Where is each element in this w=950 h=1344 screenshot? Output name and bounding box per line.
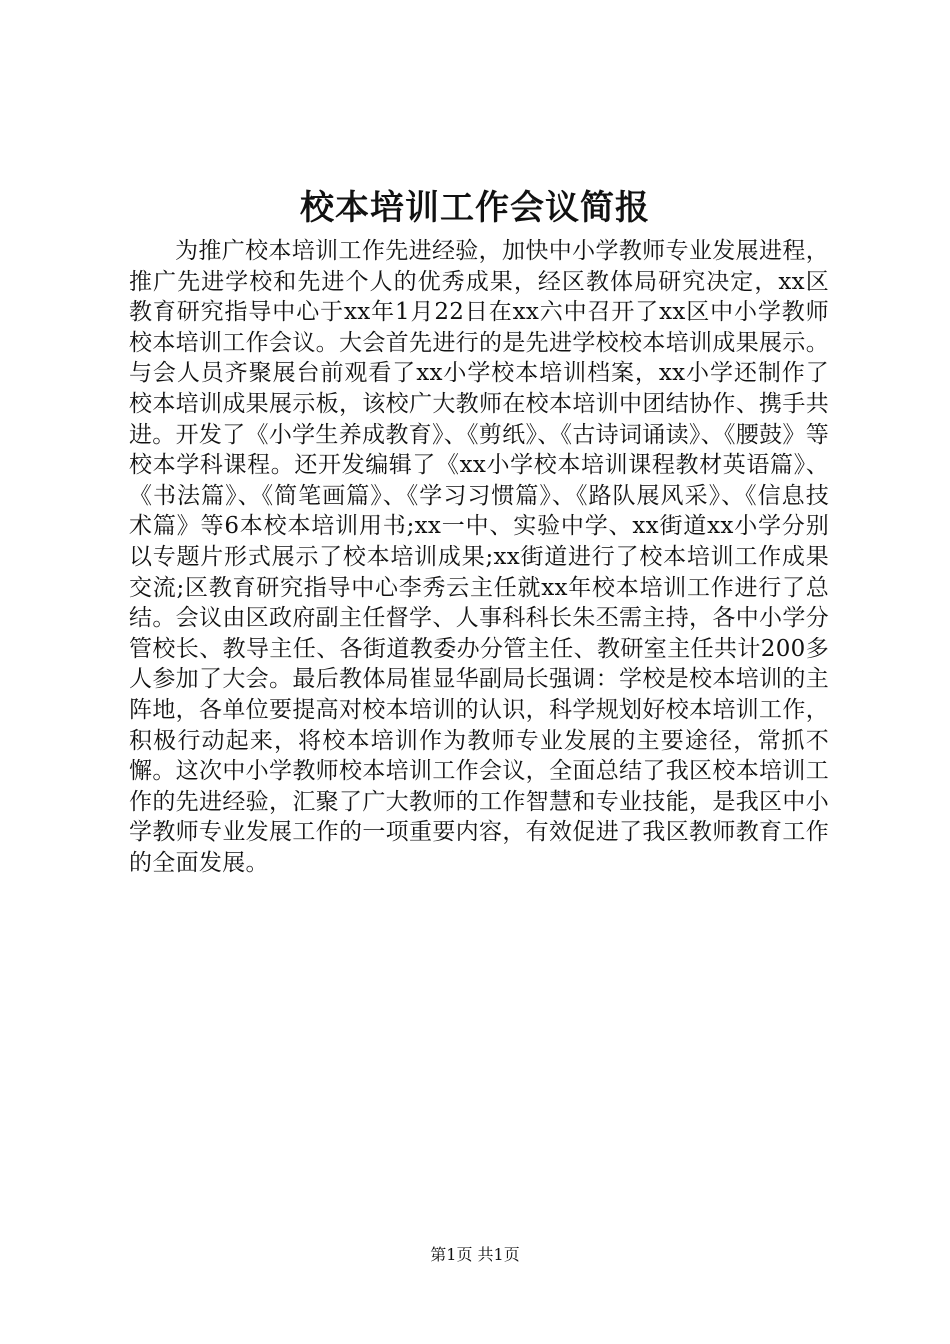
document-body: 为推广校本培训工作先进经验，加快中小学教师专业发展进程，推广先进学校和先进个人的优秀成果，经区教体局研究决定，xx区教育研究指导中心于xx年1月22日在xx六中召开了xx区中小学教师校本培训工作会议。大会首先进行的是先进学校校本培训成果展示。与会人员齐聚展台前观看了xx小学校本培训档案，xx小学还制作了校本培训成果展示板，该校广大教师在校本培训中团结协作、携手共进。开发了《小学生养成教育》、《剪纸》、《古诗词诵读》、《腰鼓》等校本学科课程。还开发编辑了《xx小学校本培训课程教材英语篇》、《书法篇》、《简笔画篇》、《学习习惯篇》、《路队展风采》、《信息技术篇》等6本校本培训用书;xx一中、实验中学、xx街道xx小学分别以专题片形式展示了校本培训成果;xx街道进行了校本培训工作成果交流;区教育研究指导中心李秀云主任就xx年校本培训工作进行了总结。会议由区政府副主任督学、人事科科长朱丕需主持，各中小学分管校长、教导主任、各街道教委办分管主任、教研室主任共计200多人参加了大会。最后教体局崔显华副局长强调：学校是校本培训的主阵地，各单位要提高对校本培训的认识，科学规划好校本培训工作，积极行动起来，将校本培训作为教师专业发展的主要途径，常抓不懈。这次中小学教师校本培训工作会议，全面总结了我区校本培训工作的先进经验，汇聚了广大教师的工作智慧和专业技能，是我区中小学教师专业发展工作的一项重要内容，有效促进了我区教师教育工作的全面发展。 [129,238,829,876]
page-number-footer: 第1页 共1页 [430,1245,520,1264]
document-title: 校本培训工作会议简报 [300,188,650,228]
